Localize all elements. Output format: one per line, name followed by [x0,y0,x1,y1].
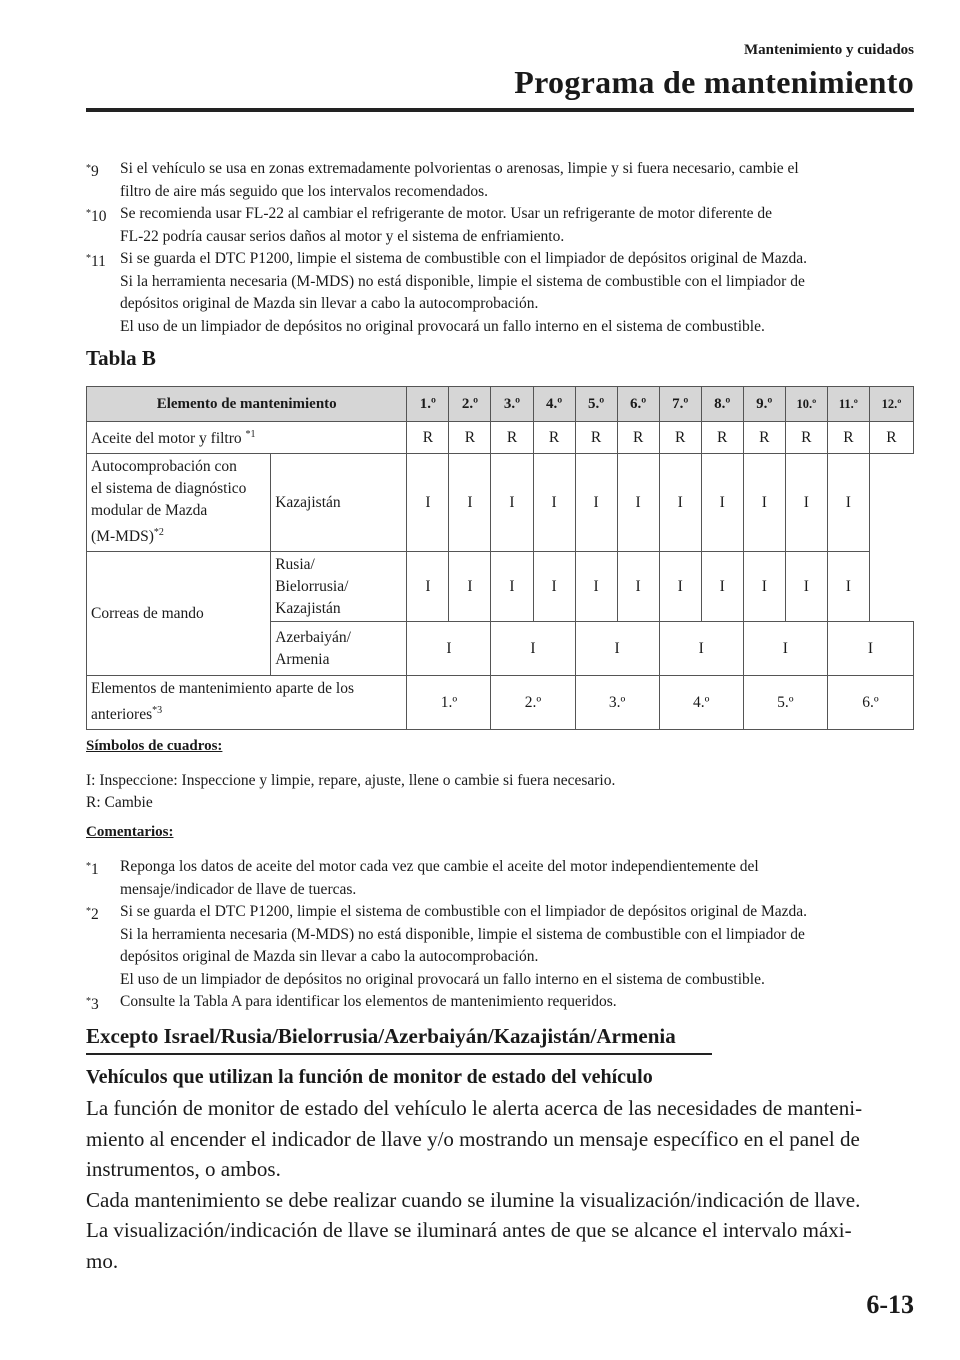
footnote-line: depósitos original de Mazda sin llevar a cabo la autocomprobación. [120,948,539,965]
table-row-aceite [87,422,914,454]
row-region: Bielorrusia/ [275,577,349,595]
table-cell: 6.º [827,676,913,730]
maintenance-table [86,386,914,730]
row-label-sup: *2 [153,527,164,539]
symbols-list [86,770,615,814]
table-cell: R [827,422,869,454]
symbol-line: R: Cambie [86,794,153,811]
footnote-mark: 9 [91,163,99,180]
table-title: Tabla B [86,346,156,370]
table-row-correas-1 [87,552,914,622]
page-number: 6-13 [866,1290,914,1319]
table-header-interval: 6.º [617,387,659,422]
row-label-sup: *1 [245,429,256,441]
table-cell: R [869,422,913,454]
table-header-interval: 1.º [407,387,449,422]
table-cell: 3.º [575,676,659,730]
excepto-underline [86,1053,712,1055]
footnote-10: *10 Se recomienda usar FL-22 al cambiar el refrigerante de motor. Usar un refrigerante de motor diferente de FL-22 podría causar serios daños al motor y el sistema de enfriamiento. [86,203,914,248]
table-cell: I [827,454,869,552]
table-cell: I [659,622,743,676]
table-cell: I [659,552,701,622]
footnote-mark: 1 [91,861,99,878]
table-header-interval: 3.º [491,387,533,422]
comment-note-3: *3 Consulte la Tabla A para identificar los elementos de mantenimiento requeridos. [86,991,914,1017]
table-cell: 2.º [491,676,575,730]
table-cell: I [827,622,913,676]
table-cell: R [743,422,785,454]
row-region: Kazajistán [271,454,407,552]
row-region: Armenia [275,650,330,668]
table-header-interval: 11.º [827,387,869,422]
page-title: Programa de mantenimiento [514,64,914,100]
table-cell: R [659,422,701,454]
row-label: modular de Mazda [91,502,208,520]
table-cell: R [407,422,449,454]
body-line: Cada mantenimiento se debe realizar cuando se ilumine la visualización/indicación de llave. [86,1187,861,1212]
body-line: La visualización/indicación de llave se iluminará antes de que se alcance el intervalo máxi- [86,1218,852,1242]
table-cell: 1.º [407,676,491,730]
body-paragraph [86,1093,914,1276]
table-header-interval: 7.º [659,387,701,422]
footnote-line: Si la herramienta necesaria (M-MDS) no está disponible, limpie el sistema de combustible con el limpiador de [120,272,805,290]
table-cell: I [575,552,617,622]
footnote-line: mensaje/indicador de llave de tuercas. [120,880,357,898]
body-line: La función de monitor de estado del vehículo le alerta acerca de las necesidades de manteni- [86,1096,863,1120]
footnote-line: Se recomienda usar FL-22 al cambiar el refrigerante de motor. Usar un refrigerante de motor diferente de [120,205,773,222]
table-cell: I [491,454,533,552]
table-cell: I [743,552,785,622]
table-header-item: Elemento de mantenimiento [87,387,407,422]
row-label: Elementos de mantenimiento aparte de los [91,680,354,698]
table-cell: I [575,622,659,676]
table-cell: I [449,454,491,552]
table-cell: I [743,622,827,676]
symbol-line: I: Inspeccione: Inspeccione y limpie, repare, ajuste, llene o cambie si fuera necesario. [86,772,616,789]
table-cell: 4.º [659,676,743,730]
table-cell: I [617,552,659,622]
table-cell: R [617,422,659,454]
table-header-interval: 9.º [743,387,785,422]
footnote-line: El uso de un limpiador de depósitos no original provocará un fallo interno en el sistema de combustible. [120,317,765,335]
row-label: Autocomprobación con [91,458,237,476]
table-cell: I [785,552,827,622]
row-region: Azerbaiyán/ [275,628,351,646]
table-cell: I [533,454,575,552]
vehiculos-heading: Vehículos que utilizan la función de monitor de estado del vehículo [86,1066,653,1088]
row-label: el sistema de diagnóstico [91,480,247,498]
table-header-interval: 12.º [869,387,913,422]
table-cell: R [533,422,575,454]
table-cell: I [491,622,575,676]
body-line: miento al encender el indicador de llave y/o mostrando un mensaje específico en el panel de [86,1126,860,1151]
footnote-mark: 3 [91,996,99,1013]
table-header-interval: 8.º [701,387,743,422]
table-cell: I [827,552,869,622]
footnote-line: Si se guarda el DTC P1200, limpie el sistema de combustible con el limpiador de depósitos original de Mazda. [120,250,808,267]
table-cell: I [785,454,827,552]
table-header-row [87,387,914,422]
footnote-line: Si la herramienta necesaria (M-MDS) no está disponible, limpie el sistema de combustible con el limpiador de [120,925,805,943]
row-label: (M-MDS) [91,528,154,546]
table-header-interval: 10.º [785,387,827,422]
table-header-interval: 5.º [575,387,617,422]
table-cell: I [701,552,743,622]
footnote-line: Reponga los datos de aceite del motor cada vez que cambie el aceite del motor independientemente del [120,858,759,875]
table-header-interval: 2.º [449,387,491,422]
comment-note-1: *1 Reponga los datos de aceite del motor cada vez que cambie el aceite del motor independientemente del mensaje/indicador de llave de tuercas. [86,856,914,901]
table-cell: I [575,454,617,552]
row-label: Aceite del motor y filtro [91,430,246,448]
header-rule [86,108,914,112]
footnote-9: *9 Si el vehículo se usa en zonas extremadamente polvorientas o arenosas, limpie y si fuera necesario, cambie el filtro de aire más seguido que los intervalos recomendados. [86,158,914,203]
table-cell: R [575,422,617,454]
footnotes-top [86,158,914,338]
excepto-heading: Excepto Israel/Rusia/Bielorrusia/Azerbaiyán/Kazajistán/Armenia [86,1024,676,1048]
table-cell: I [491,552,533,622]
page-header [86,40,914,102]
row-label-sup: *3 [152,705,163,717]
table-cell: I [701,454,743,552]
footnote-line: Si se guarda el DTC P1200, limpie el sistema de combustible con el limpiador de depósitos original de Mazda. [120,903,808,920]
row-region: Kazajistán [275,599,341,617]
footnote-line: Si el vehículo se usa en zonas extremadamente polvorientas o arenosas, limpie y si fuera necesario, cambie el [120,160,799,177]
table-cell: R [785,422,827,454]
footnote-line: depósitos original de Mazda sin llevar a cabo la autocomprobación. [120,295,539,312]
table-cell: I [533,552,575,622]
footnote-line: El uso de un limpiador de depósitos no original provocará un fallo interno en el sistema de combustible. [120,970,765,988]
symbols-heading: Símbolos de cuadros: [86,738,223,754]
table-cell: R [701,422,743,454]
comments-notes [86,856,914,1017]
table-cell: I [743,454,785,552]
body-line: instrumentos, o ambos. [86,1157,281,1181]
table-cell: R [449,422,491,454]
footnote-line: FL-22 podría causar serios daños al motor y el sistema de enfriamiento. [120,227,565,245]
table-cell: I [407,454,449,552]
footnote-mark: 10 [91,208,107,225]
row-label: Correas de mando [87,552,271,676]
table-cell: I [617,454,659,552]
table-cell: 5.º [743,676,827,730]
table-cell: I [449,552,491,622]
footnote-line: filtro de aire más seguido que los intervalos recomendados. [120,182,489,200]
table-cell: R [491,422,533,454]
body-line: mo. [86,1248,119,1273]
table-row-autocomprobacion [87,454,914,552]
comment-note-2: *2 Si se guarda el DTC P1200, limpie el sistema de combustible con el limpiador de depósitos original de Mazda. Si la herramienta necesaria (M-MDS) no está disponible, limpie el sistema de combustible con el limpiador de depósitos original de Mazda sin llevar a cabo la autocomprobación. El uso de un limpiador de depósitos no original provocará un fallo interno en el sistema de combustible. [86,901,914,991]
table-cell: I [407,552,449,622]
table-cell: I [407,622,491,676]
row-label: anteriores [91,706,153,724]
table-cell: I [659,454,701,552]
section-title: Mantenimiento y cuidados [743,42,914,58]
table-header-interval: 4.º [533,387,575,422]
footnote-line: Consulte la Tabla A para identificar los elementos de mantenimiento requeridos. [120,993,617,1010]
row-region: Rusia/ [275,555,315,573]
footnote-mark: 2 [91,906,99,923]
footnote-11: *11 Si se guarda el DTC P1200, limpie el sistema de combustible con el limpiador de depósitos original de Mazda. Si la herramienta necesaria (M-MDS) no está disponible, limpie el sistema de combustible con el limpiador de depósitos original de Mazda sin llevar a cabo la autocomprobación. El uso de un limpiador de depósitos no original provocará un fallo interno en el sistema de combustible. [86,248,914,338]
comments-heading: Comentarios: [86,824,174,840]
table-row-elementos [87,676,914,730]
footnote-mark: 11 [91,253,106,270]
